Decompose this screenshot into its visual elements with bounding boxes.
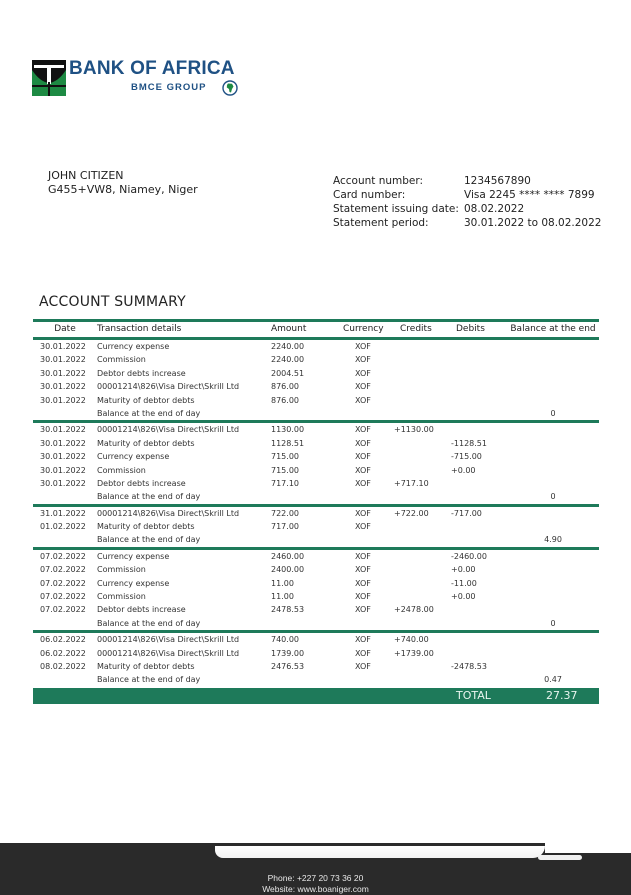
info-value: Visa 2245 **** **** 7899 bbox=[464, 189, 595, 201]
cell-debit bbox=[451, 367, 507, 380]
cell-balance bbox=[507, 660, 599, 673]
bank-name: BANK OF AFRICA bbox=[69, 58, 235, 79]
footer-phone: Phone: +227 20 73 36 20 bbox=[267, 873, 364, 883]
cell-currency: XOF bbox=[355, 395, 371, 405]
info-label: Statement issuing date: bbox=[333, 203, 459, 215]
footer-redaction bbox=[545, 843, 631, 853]
client-block bbox=[48, 169, 198, 197]
table-row bbox=[33, 367, 599, 380]
cell-debit: +0.00 bbox=[451, 592, 476, 602]
cell-debit bbox=[451, 633, 507, 646]
day-group bbox=[33, 340, 599, 423]
col-date: Date bbox=[54, 324, 76, 334]
cell-date bbox=[33, 407, 97, 420]
cell-details: Currency expense bbox=[97, 342, 170, 351]
balance-value: 4.90 bbox=[544, 535, 562, 545]
cell-credit: +717.10 bbox=[394, 478, 429, 488]
cell-date: 30.01.2022 bbox=[40, 342, 86, 351]
cell-credit bbox=[394, 407, 451, 420]
cell-balance bbox=[507, 394, 599, 407]
cell-credit bbox=[394, 437, 451, 450]
cell-amount: 2476.53 bbox=[271, 661, 305, 671]
cell-details: Debtor debts increase bbox=[97, 368, 186, 378]
cell-amount: 740.00 bbox=[271, 635, 299, 645]
cell-debit bbox=[451, 394, 507, 407]
cell-currency: XOF bbox=[355, 592, 371, 602]
cell-amount: 2460.00 bbox=[271, 551, 305, 561]
cell-details: Maturity of debtor debts bbox=[97, 438, 195, 448]
total-label: TOTAL bbox=[456, 688, 491, 702]
bank-emblem-icon bbox=[32, 60, 66, 96]
account-info bbox=[333, 174, 601, 230]
table-row bbox=[33, 520, 599, 533]
cell-details: Commission bbox=[97, 465, 146, 475]
cell-amount bbox=[271, 407, 337, 420]
cell-date: 30.01.2022 bbox=[40, 465, 86, 475]
cell-currency bbox=[337, 490, 394, 503]
cell-currency: XOF bbox=[355, 648, 371, 658]
cell-amount: 11.00 bbox=[271, 592, 294, 602]
cell-debit bbox=[451, 673, 507, 686]
cell-credit bbox=[394, 353, 451, 366]
col-debits: Debits bbox=[456, 324, 485, 334]
table-row bbox=[33, 477, 599, 490]
cell-date: 30.01.2022 bbox=[40, 382, 86, 392]
cell-date: 08.02.2022 bbox=[40, 661, 86, 671]
cell-date: 31.01.2022 bbox=[40, 508, 86, 518]
cell-date: 30.01.2022 bbox=[40, 355, 86, 365]
cell-date: 07.02.2022 bbox=[40, 578, 86, 588]
africa-globe-icon bbox=[222, 80, 238, 96]
cell-date: 30.01.2022 bbox=[40, 425, 86, 435]
col-amount: Amount bbox=[271, 324, 307, 334]
cell-date: 30.01.2022 bbox=[40, 368, 86, 378]
table-row bbox=[33, 563, 599, 576]
cell-currency bbox=[337, 673, 394, 686]
cell-currency: XOF bbox=[355, 565, 371, 575]
cell-details: Maturity of debtor debts bbox=[97, 395, 195, 405]
cell-currency: XOF bbox=[355, 355, 371, 365]
table-row bbox=[33, 550, 599, 563]
cell-amount bbox=[271, 490, 337, 503]
cell-debit bbox=[451, 380, 507, 393]
cell-date: 07.02.2022 bbox=[40, 565, 86, 575]
col-details: Transaction details bbox=[97, 324, 182, 334]
cell-debit: +0.00 bbox=[451, 565, 476, 575]
cell-debit bbox=[451, 603, 507, 616]
cell-currency: XOF bbox=[355, 425, 371, 435]
table-row bbox=[33, 647, 599, 660]
cell-details: Maturity of debtor debts bbox=[97, 661, 195, 671]
cell-amount: 717.00 bbox=[271, 522, 299, 532]
cell-currency: XOF bbox=[355, 635, 371, 645]
cell-amount: 717.10 bbox=[271, 478, 299, 488]
cell-debit: -2460.00 bbox=[451, 551, 487, 561]
table-row bbox=[33, 394, 599, 407]
balance-label: Balance at the end of day bbox=[97, 492, 201, 502]
cell-debit: -11.00 bbox=[451, 578, 477, 588]
cell-amount: 715.00 bbox=[271, 465, 299, 475]
cell-credit: +722.00 bbox=[394, 508, 429, 518]
total-value: 27.37 bbox=[546, 688, 578, 702]
cell-balance bbox=[507, 423, 599, 436]
info-value: 30.01.2022 to 08.02.2022 bbox=[464, 217, 602, 229]
cell-amount: 1739.00 bbox=[271, 648, 305, 658]
account-number-row bbox=[333, 174, 601, 188]
cell-credit: +740.00 bbox=[394, 635, 429, 645]
cell-details: Currency expense bbox=[97, 578, 170, 588]
cell-currency: XOF bbox=[355, 452, 371, 462]
cell-details: Currency expense bbox=[97, 452, 170, 462]
info-value: 08.02.2022 bbox=[464, 203, 525, 215]
table-row bbox=[33, 590, 599, 603]
cell-currency: XOF bbox=[355, 578, 371, 588]
table-row bbox=[33, 353, 599, 366]
cell-credit bbox=[394, 563, 451, 576]
cell-details: Debtor debts increase bbox=[97, 605, 186, 615]
cell-debit bbox=[451, 353, 507, 366]
balance-row bbox=[33, 617, 599, 630]
table-header bbox=[33, 322, 599, 337]
cell-currency bbox=[337, 617, 394, 630]
issuing-date-row bbox=[333, 202, 601, 216]
cell-date: 30.01.2022 bbox=[40, 478, 86, 488]
cell-balance bbox=[507, 340, 599, 353]
cell-debit bbox=[451, 340, 507, 353]
balance-value: 0 bbox=[550, 492, 556, 502]
cell-amount: 2400.00 bbox=[271, 565, 305, 575]
balance-value: 0 bbox=[550, 408, 556, 418]
cell-debit bbox=[451, 407, 507, 420]
cell-currency bbox=[337, 407, 394, 420]
cell-debit bbox=[451, 520, 507, 533]
cell-balance bbox=[507, 477, 599, 490]
total-bar bbox=[33, 688, 599, 704]
cell-date: 01.02.2022 bbox=[40, 522, 86, 532]
balance-label: Balance at the end of day bbox=[97, 675, 201, 685]
cell-balance bbox=[507, 380, 599, 393]
transaction-groups bbox=[33, 340, 599, 687]
cell-credit bbox=[394, 380, 451, 393]
cell-credit bbox=[394, 520, 451, 533]
table-row bbox=[33, 437, 599, 450]
cell-amount: 11.00 bbox=[271, 578, 294, 588]
cell-currency: XOF bbox=[355, 465, 371, 475]
cell-currency: XOF bbox=[355, 478, 371, 488]
balance-label: Balance at the end of day bbox=[97, 408, 201, 418]
cell-amount: 876.00 bbox=[271, 382, 299, 392]
cell-details: Currency expense bbox=[97, 551, 170, 561]
cell-amount: 1130.00 bbox=[271, 425, 305, 435]
cell-credit bbox=[394, 577, 451, 590]
table-row bbox=[33, 507, 599, 520]
cell-details: Commission bbox=[97, 355, 146, 365]
balance-value: 0.47 bbox=[544, 675, 562, 685]
col-credits: Credits bbox=[400, 324, 432, 334]
footer-redaction bbox=[538, 855, 582, 860]
table-row bbox=[33, 577, 599, 590]
bank-group: BMCE GROUP bbox=[131, 82, 207, 93]
footer-website[interactable]: Website: www.boaniger.com bbox=[262, 884, 369, 894]
cell-balance bbox=[507, 647, 599, 660]
table-row bbox=[33, 603, 599, 616]
cell-credit: +1130.00 bbox=[394, 425, 434, 435]
cell-amount: 722.00 bbox=[271, 508, 299, 518]
cell-date: 07.02.2022 bbox=[40, 605, 86, 615]
cell-details: 00001214\826\Visa Direct\Skrill Ltd bbox=[97, 508, 240, 518]
account-summary-table bbox=[33, 319, 599, 704]
info-label: Statement period: bbox=[333, 217, 429, 229]
cell-date bbox=[33, 533, 97, 546]
cell-date: 07.02.2022 bbox=[40, 592, 86, 602]
cell-currency: XOF bbox=[355, 438, 371, 448]
cell-debit: -715.00 bbox=[451, 452, 482, 462]
cell-date bbox=[33, 617, 97, 630]
cell-amount: 2240.00 bbox=[271, 342, 305, 351]
cell-credit bbox=[394, 590, 451, 603]
cell-currency: XOF bbox=[355, 368, 371, 378]
balance-label: Balance at the end of day bbox=[97, 618, 201, 628]
cell-balance bbox=[507, 450, 599, 463]
cell-date bbox=[33, 673, 97, 686]
cell-credit bbox=[394, 673, 451, 686]
info-label: Account number: bbox=[333, 175, 424, 187]
cell-balance bbox=[507, 577, 599, 590]
cell-debit: +0.00 bbox=[451, 465, 476, 475]
day-group bbox=[33, 633, 599, 687]
cell-balance bbox=[507, 590, 599, 603]
cell-balance bbox=[507, 520, 599, 533]
cell-credit bbox=[394, 340, 451, 353]
cell-details: 00001214\826\Visa Direct\Skrill Ltd bbox=[97, 648, 240, 658]
cell-amount: 2004.51 bbox=[271, 368, 305, 378]
col-balance: Balance at the end bbox=[510, 324, 596, 334]
cell-details: 00001214\826\Visa Direct\Skrill Ltd bbox=[97, 425, 240, 435]
info-value: 1234567890 bbox=[464, 175, 531, 187]
cell-date bbox=[33, 490, 97, 503]
table-row bbox=[33, 423, 599, 436]
cell-currency: XOF bbox=[355, 522, 371, 532]
cell-amount: 715.00 bbox=[271, 452, 299, 462]
table-row bbox=[33, 660, 599, 673]
cell-details: Commission bbox=[97, 592, 146, 602]
cell-credit bbox=[394, 367, 451, 380]
cell-currency: XOF bbox=[355, 605, 371, 615]
cell-balance bbox=[507, 633, 599, 646]
cell-credit bbox=[394, 394, 451, 407]
cell-amount: 876.00 bbox=[271, 395, 299, 405]
cell-details: 00001214\826\Visa Direct\Skrill Ltd bbox=[97, 382, 240, 392]
cell-debit: -1128.51 bbox=[451, 438, 487, 448]
cell-credit bbox=[394, 490, 451, 503]
cell-balance bbox=[507, 507, 599, 520]
cell-credit: +1739.00 bbox=[394, 648, 434, 658]
cell-currency bbox=[337, 533, 394, 546]
cell-credit bbox=[394, 617, 451, 630]
footer-redaction bbox=[215, 846, 545, 858]
table-row bbox=[33, 340, 599, 353]
cell-amount bbox=[271, 533, 337, 546]
day-group bbox=[33, 423, 599, 506]
balance-value: 0 bbox=[550, 618, 556, 628]
balance-row bbox=[33, 673, 599, 686]
day-group bbox=[33, 507, 599, 550]
cell-details: Maturity of debtor debts bbox=[97, 522, 195, 532]
day-group bbox=[33, 550, 599, 633]
section-title: ACCOUNT SUMMARY bbox=[39, 294, 186, 310]
cell-debit bbox=[451, 477, 507, 490]
table-row bbox=[33, 450, 599, 463]
statement-period-row bbox=[333, 216, 601, 230]
col-currency: Currency bbox=[343, 324, 384, 334]
cell-credit bbox=[394, 533, 451, 546]
cell-debit bbox=[451, 533, 507, 546]
cell-balance bbox=[507, 353, 599, 366]
cell-date: 30.01.2022 bbox=[40, 438, 86, 448]
cell-credit bbox=[394, 550, 451, 563]
cell-debit bbox=[451, 490, 507, 503]
card-number-row bbox=[333, 188, 601, 202]
cell-currency: XOF bbox=[355, 661, 371, 671]
balance-row bbox=[33, 533, 599, 546]
cell-details: Debtor debts increase bbox=[97, 478, 186, 488]
client-address: G455+VW8, Niamey, Niger bbox=[48, 183, 198, 196]
cell-amount: 2478.53 bbox=[271, 605, 305, 615]
cell-details: Commission bbox=[97, 565, 146, 575]
cell-currency: XOF bbox=[355, 551, 371, 561]
info-label: Card number: bbox=[333, 189, 406, 201]
cell-amount bbox=[271, 673, 337, 686]
cell-date: 30.01.2022 bbox=[40, 395, 86, 405]
cell-debit: -717.00 bbox=[451, 508, 482, 518]
cell-credit bbox=[394, 660, 451, 673]
cell-credit bbox=[394, 464, 451, 477]
cell-debit: -2478.53 bbox=[451, 661, 487, 671]
cell-balance bbox=[507, 563, 599, 576]
cell-debit bbox=[451, 617, 507, 630]
cell-balance bbox=[507, 367, 599, 380]
cell-credit bbox=[394, 450, 451, 463]
cell-amount: 2240.00 bbox=[271, 355, 305, 365]
cell-balance bbox=[507, 464, 599, 477]
cell-credit: +2478.00 bbox=[394, 605, 434, 615]
cell-currency: XOF bbox=[355, 342, 371, 351]
cell-details: 00001214\826\Visa Direct\Skrill Ltd bbox=[97, 635, 240, 645]
cell-balance bbox=[507, 603, 599, 616]
cell-date: 07.02.2022 bbox=[40, 551, 86, 561]
cell-date: 06.02.2022 bbox=[40, 648, 86, 658]
cell-balance bbox=[507, 550, 599, 563]
cell-amount bbox=[271, 617, 337, 630]
cell-balance bbox=[507, 437, 599, 450]
table-row bbox=[33, 380, 599, 393]
table-row bbox=[33, 464, 599, 477]
table-row bbox=[33, 633, 599, 646]
cell-currency: XOF bbox=[355, 508, 371, 518]
cell-debit bbox=[451, 423, 507, 436]
balance-label: Balance at the end of day bbox=[97, 535, 201, 545]
client-name: JOHN CITIZEN bbox=[48, 169, 124, 182]
balance-row bbox=[33, 407, 599, 420]
balance-row bbox=[33, 490, 599, 503]
cell-date: 30.01.2022 bbox=[40, 452, 86, 462]
cell-amount: 1128.51 bbox=[271, 438, 305, 448]
cell-currency: XOF bbox=[355, 382, 371, 392]
cell-debit bbox=[451, 647, 507, 660]
cell-date: 06.02.2022 bbox=[40, 635, 86, 645]
